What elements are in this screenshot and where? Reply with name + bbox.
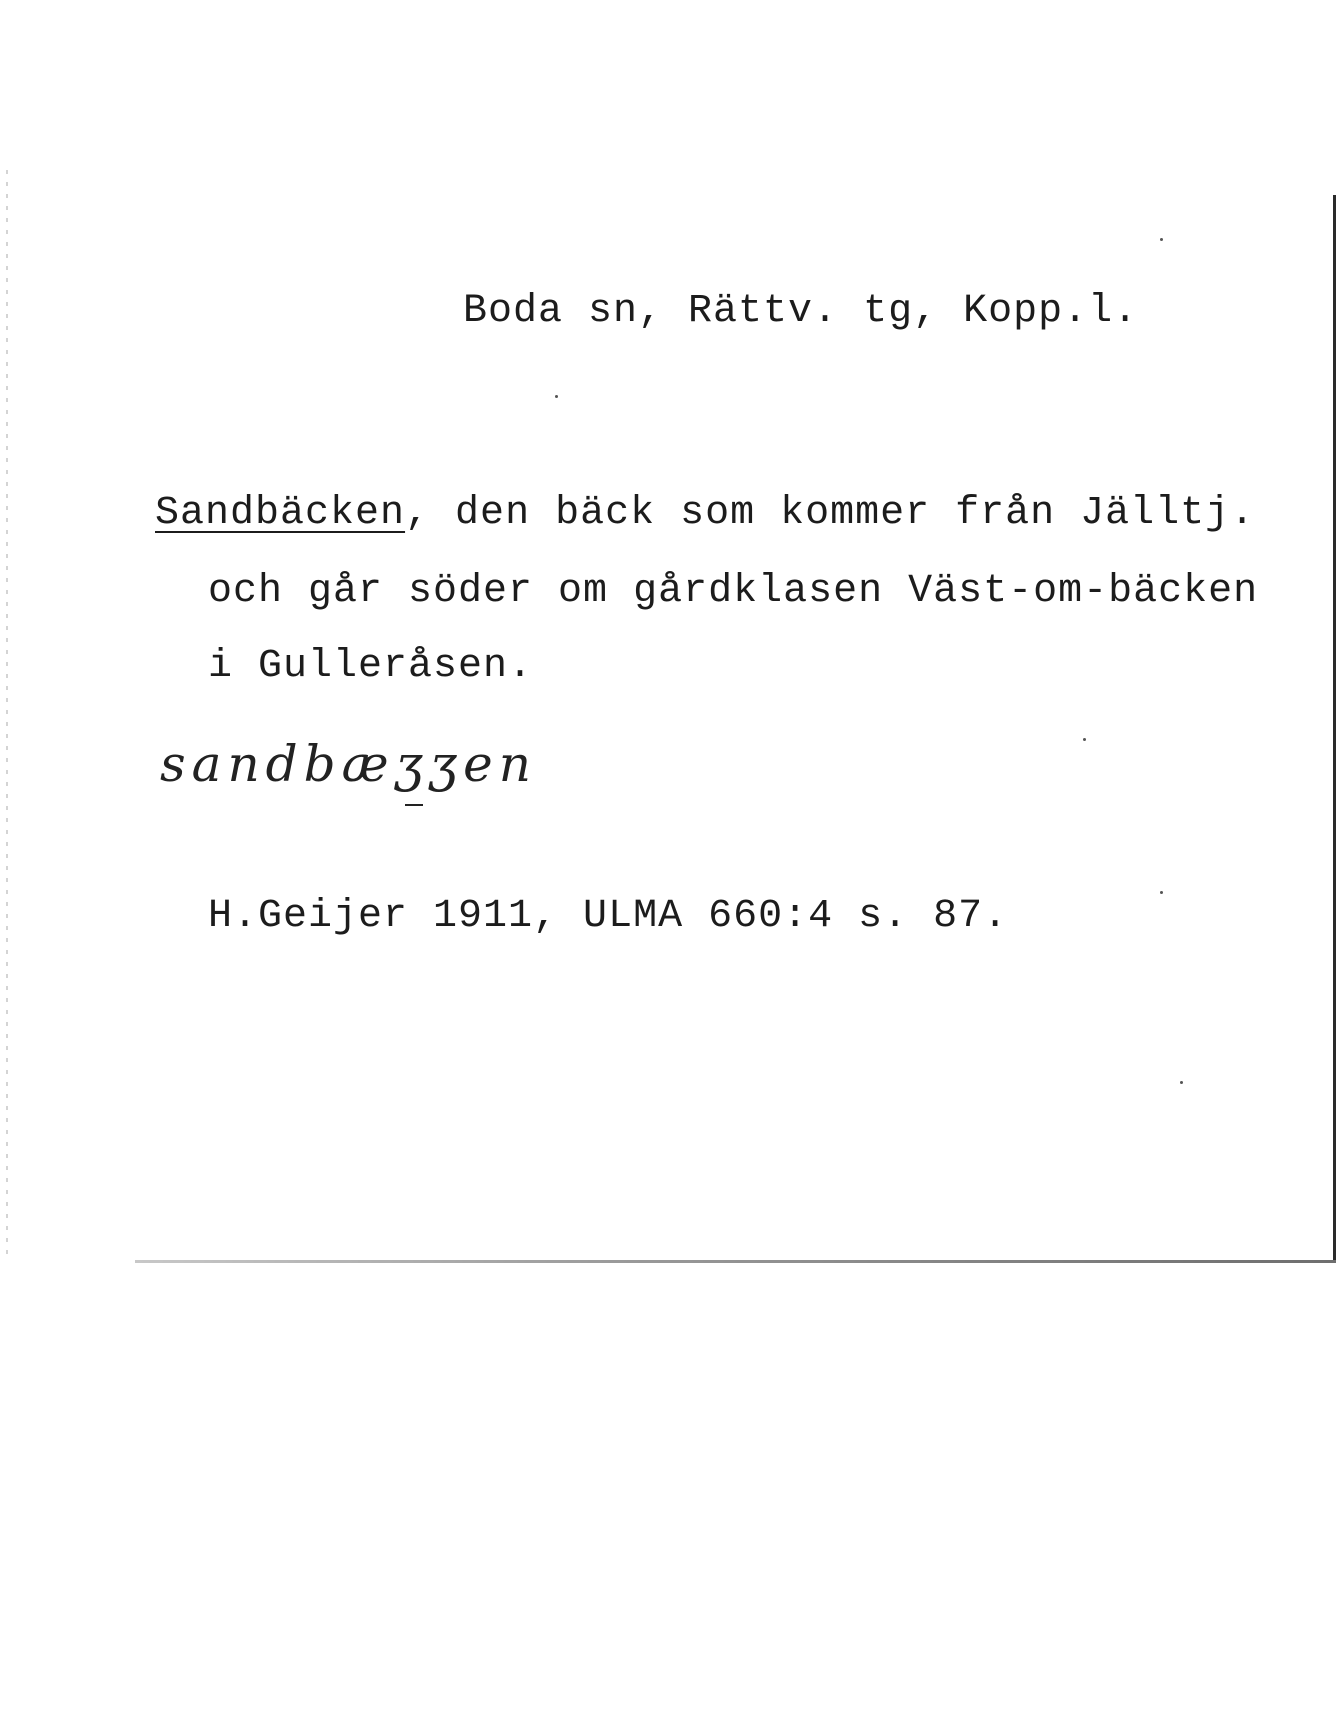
entry-line-1-text: , den bäck som kommer från Jälltj.: [405, 491, 1256, 536]
entry-headword: Sandbäcken: [155, 491, 406, 536]
handwritten-pronunciation: sandbæʒʒen: [160, 735, 537, 793]
source-reference: H.Geijer 1911, ULMA 660:4 s. 87.: [208, 894, 1009, 939]
card-header: Boda sn, Rättv. tg, Kopp.l.: [463, 289, 1139, 334]
entry-line-2: och går söder om gårdklasen Väst-om-bäcken: [208, 569, 1259, 614]
scan-speck: [1180, 1081, 1183, 1084]
card-bottom-edge: [135, 1260, 1336, 1263]
entry-line-1: [155, 490, 1255, 538]
entry-line-3: i Gulleråsen.: [208, 644, 534, 689]
scan-speck: [1160, 238, 1163, 241]
card-right-edge: [1333, 195, 1336, 1260]
scan-speck: [1160, 891, 1163, 894]
scan-speck: [1083, 738, 1086, 741]
handwritten-length-mark: [405, 804, 423, 806]
scan-speck: [555, 395, 558, 398]
scan-margin-artifact: [6, 170, 8, 1260]
